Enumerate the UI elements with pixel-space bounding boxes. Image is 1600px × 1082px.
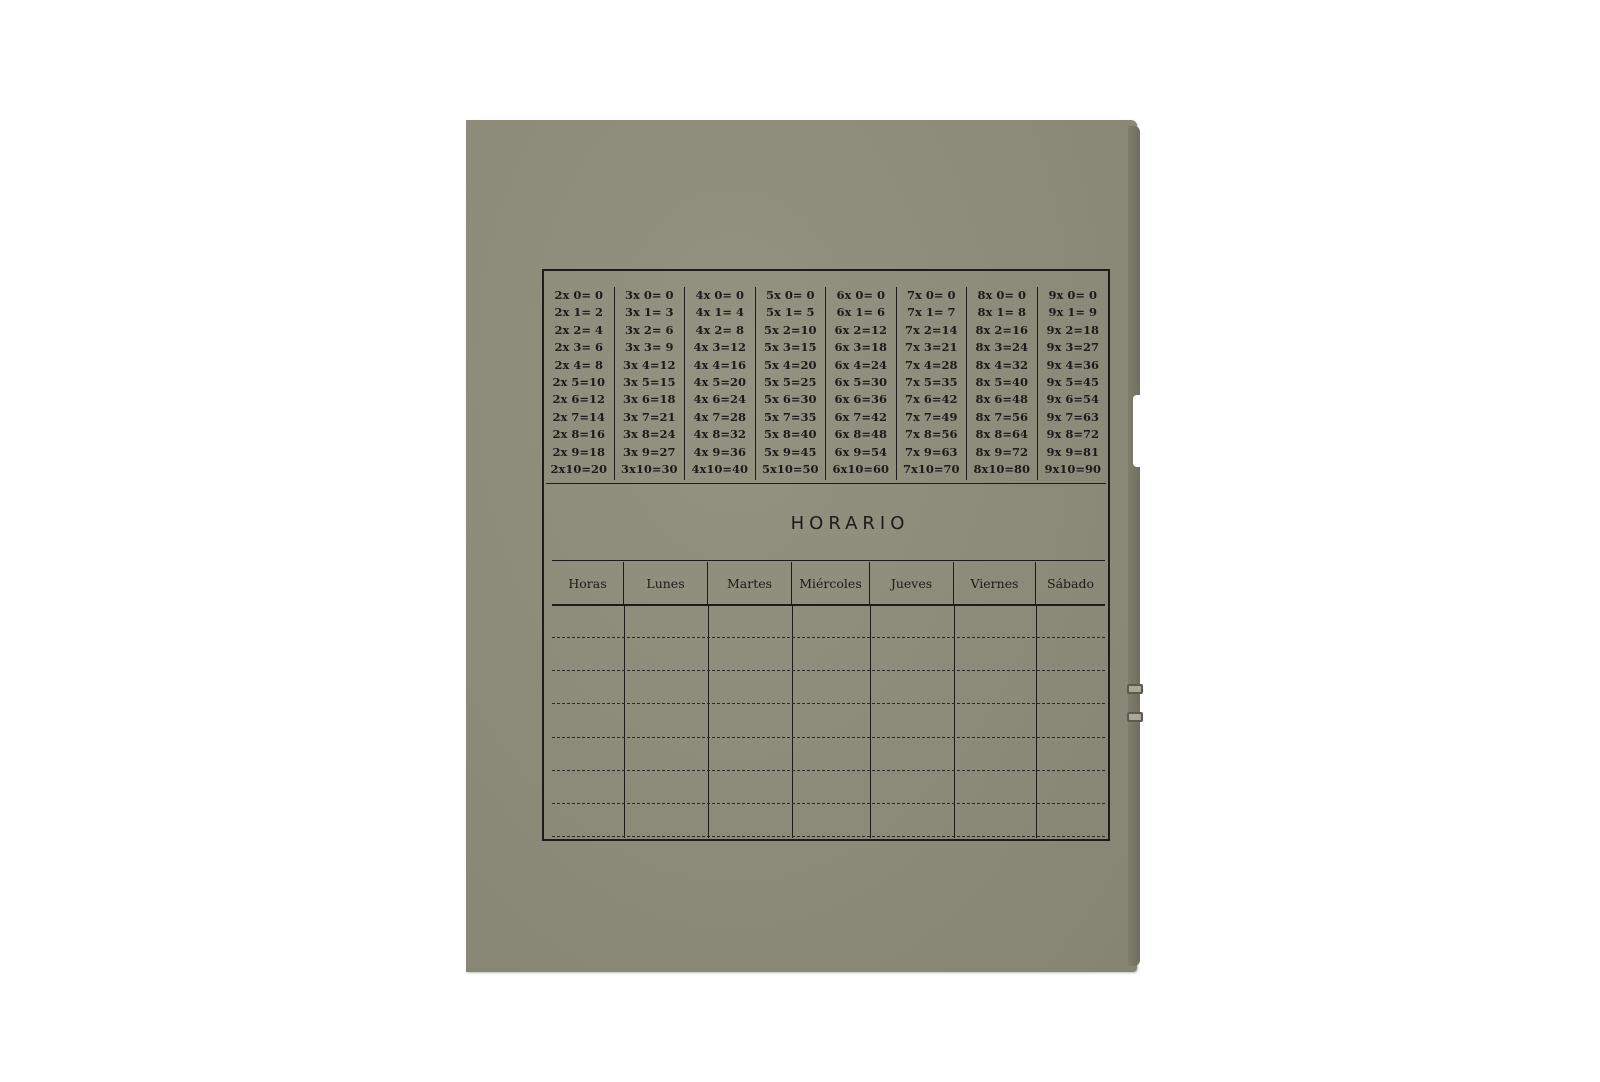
multiplication-fact: 7x 4=28 [904,357,958,372]
schedule-header-cell: Jueves [870,562,954,604]
multiplication-fact: 3x 5=15 [622,374,676,389]
cover-edge [1128,126,1140,966]
multiplication-fact: 3x 8=24 [622,427,676,442]
schedule-row-line [552,737,1105,738]
multiplication-fact: 2x 2= 4 [554,322,603,337]
schedule-row-line [552,670,1105,671]
multiplication-fact: 4x 1= 4 [695,305,744,320]
multiplication-fact: 8x 9=72 [975,444,1028,459]
multiplication-fact: 5x 5=25 [763,374,817,389]
multiplication-fact: 6x 1= 6 [836,305,885,320]
multiplication-fact: 4x 9=36 [693,444,746,459]
multiplication-fact: 4x 4=16 [693,357,746,372]
multiplication-fact: 7x 3=21 [904,340,958,355]
multiplication-fact: 6x10=60 [832,461,889,476]
multiplication-fact: 3x10=30 [620,461,678,476]
multiplication-fact: 9x 0= 0 [1048,288,1097,302]
multiplication-fact: 6x 7=42 [834,409,887,424]
multiplication-column [1038,287,1109,480]
multiplication-fact: 8x 8=64 [975,427,1028,442]
multiplication-fact: 7x 8=56 [904,427,958,442]
cover-notch [1133,395,1141,467]
multiplication-fact: 3x 7=21 [622,409,676,424]
multiplication-fact: 4x 8=32 [693,427,746,442]
multiplication-fact: 8x 0= 0 [977,288,1026,302]
multiplication-fact: 9x 2=18 [1046,322,1099,337]
multiplication-fact: 9x 6=54 [1046,392,1099,407]
multiplication-fact: 7x 5=35 [904,374,958,389]
multiplication-fact: 4x 0= 0 [695,288,744,302]
multiplication-fact: 6x 3=18 [834,340,887,355]
multiplication-fact: 4x 7=28 [693,409,746,424]
multiplication-fact: 8x 6=48 [975,392,1028,407]
schedule-header-cell: Miércoles [792,562,870,604]
multiplication-fact: 6x 8=48 [834,427,887,442]
multiplication-fact: 5x 1= 5 [765,305,815,320]
section-divider [546,483,1106,484]
schedule-row-line [552,836,1105,837]
multiplication-fact: 5x 7=35 [763,409,817,424]
multiplication-fact: 4x 3=12 [693,340,746,355]
multiplication-fact: 2x 3= 6 [554,340,603,355]
multiplication-fact: 7x 2=14 [904,322,958,337]
multiplication-fact: 4x 5=20 [693,374,746,389]
multiplication-fact: 3x 1= 3 [624,305,674,320]
multiplication-fact: 9x10=90 [1044,461,1101,476]
schedule-header-cell: Lunes [624,562,708,604]
staple-bottom [1127,712,1143,722]
multiplication-fact: 5x 6=30 [763,392,817,407]
schedule-header-cell: Viernes [954,562,1036,604]
multiplication-fact: 6x 0= 0 [836,288,885,302]
schedule-row-line [552,803,1105,804]
multiplication-fact: 5x 2=10 [763,322,817,337]
multiplication-fact: 3x 0= 0 [624,288,674,302]
schedule-top-rule [552,560,1105,561]
multiplication-fact: 3x 6=18 [622,392,676,407]
multiplication-column [615,287,686,480]
multiplication-fact: 2x 8=16 [552,427,605,442]
multiplication-fact: 5x 0= 0 [765,288,815,302]
multiplication-fact: 9x 5=45 [1046,374,1099,389]
multiplication-fact: 6x 4=24 [834,357,887,372]
schedule-row-line [552,637,1105,638]
multiplication-fact: 9x 7=63 [1046,409,1099,424]
multiplication-column [685,287,756,480]
multiplication-fact: 8x 3=24 [975,340,1028,355]
multiplication-fact: 8x10=80 [973,461,1030,476]
multiplication-fact: 9x 9=81 [1046,444,1099,459]
multiplication-fact: 2x 4= 8 [554,357,603,372]
multiplication-fact: 4x 6=24 [693,392,746,407]
multiplication-fact: 2x 7=14 [552,409,605,424]
multiplication-fact: 6x 6=36 [834,392,887,407]
multiplication-fact: 7x10=70 [902,461,960,476]
multiplication-fact: 2x 9=18 [552,444,605,459]
multiplication-fact: 7x 0= 0 [906,288,956,302]
multiplication-fact: 8x 1= 8 [977,305,1026,320]
multiplication-fact: 2x 5=10 [552,374,605,389]
multiplication-fact: 7x 1= 7 [906,305,956,320]
multiplication-column [897,287,968,480]
staple-top [1127,684,1143,694]
multiplication-fact: 2x10=20 [550,461,607,476]
schedule-header-row [552,562,1105,604]
multiplication-table [544,287,1108,480]
multiplication-fact: 9x 4=36 [1046,357,1099,372]
schedule-title: HORARIO [790,513,910,534]
multiplication-fact: 5x 4=20 [763,357,817,372]
multiplication-fact: 4x10=40 [691,461,748,476]
multiplication-fact: 2x 6=12 [552,392,605,407]
multiplication-fact: 5x 8=40 [763,427,817,442]
multiplication-fact: 8x 7=56 [975,409,1028,424]
multiplication-column [544,287,615,480]
multiplication-fact: 6x 2=12 [834,322,887,337]
schedule-grid [552,606,1105,838]
multiplication-column [826,287,897,480]
multiplication-fact: 9x 1= 9 [1048,305,1097,320]
schedule-row-line [552,770,1105,771]
multiplication-fact: 7x 6=42 [904,392,958,407]
multiplication-fact: 3x 4=12 [622,357,676,372]
multiplication-fact: 5x10=50 [761,461,819,476]
schedule-header-cell: Sábado [1047,575,1094,591]
multiplication-column [756,287,827,480]
multiplication-fact: 2x 0= 0 [554,288,603,302]
multiplication-fact: 8x 5=40 [975,374,1028,389]
multiplication-fact: 3x 9=27 [622,444,676,459]
multiplication-fact: 4x 2= 8 [695,322,744,337]
multiplication-fact: 8x 4=32 [975,357,1028,372]
multiplication-fact: 5x 9=45 [763,444,817,459]
multiplication-fact: 3x 2= 6 [624,322,674,337]
multiplication-fact: 9x 3=27 [1046,340,1099,355]
multiplication-fact: 7x 7=49 [904,409,958,424]
schedule-header-cell: Martes [708,562,792,604]
schedule-header-cell: Horas [552,562,624,604]
multiplication-fact: 8x 2=16 [975,322,1028,337]
multiplication-fact: 2x 1= 2 [554,305,603,320]
multiplication-fact: 3x 3= 9 [624,340,674,355]
multiplication-fact: 7x 9=63 [904,444,958,459]
multiplication-fact: 9x 8=72 [1046,427,1099,442]
multiplication-fact: 5x 3=15 [763,340,817,355]
schedule-row-line [552,703,1105,704]
multiplication-fact: 6x 9=54 [834,444,887,459]
multiplication-fact: 6x 5=30 [834,374,887,389]
multiplication-column [967,287,1038,480]
